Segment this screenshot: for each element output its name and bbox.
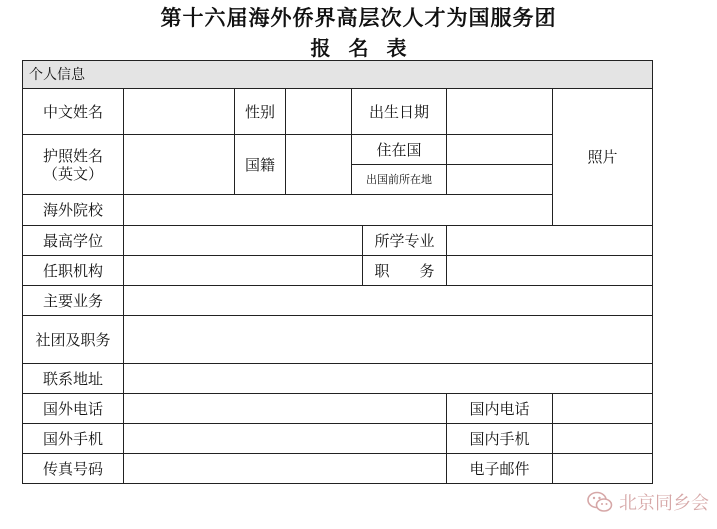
label-overseas-phone: 国外电话	[23, 394, 124, 424]
label-overseas-mobile: 国外手机	[23, 424, 124, 454]
label-passport-name-text: 护照姓名	[42, 146, 103, 165]
label-chinese-name: 中文姓名	[23, 89, 124, 135]
field-gender[interactable]	[286, 89, 352, 135]
field-domestic-phone[interactable]	[553, 394, 653, 424]
label-pre-abroad-location: 出国前所在地	[352, 165, 447, 195]
label-nationality: 国籍	[235, 135, 286, 195]
label-email: 电子邮件	[447, 454, 553, 484]
field-email[interactable]	[553, 454, 653, 484]
watermark	[587, 489, 709, 515]
label-residence-country: 住在国	[352, 135, 447, 165]
label-main-business: 主要业务	[23, 286, 124, 316]
label-domestic-phone: 国内电话	[447, 394, 553, 424]
label-position: 职 务	[363, 256, 447, 286]
field-employer[interactable]	[124, 256, 363, 286]
field-highest-degree[interactable]	[124, 226, 363, 256]
label-address: 联系地址	[23, 364, 124, 394]
form-subtitle: 报名表	[310, 36, 425, 60]
label-highest-degree: 最高学位	[23, 226, 124, 256]
section-personal-info: 个人信息	[23, 61, 653, 89]
field-associations[interactable]	[124, 316, 653, 364]
field-domestic-mobile[interactable]	[553, 424, 653, 454]
label-major: 所学专业	[363, 226, 447, 256]
label-associations: 社团及职务	[23, 316, 124, 364]
field-overseas-phone[interactable]	[124, 394, 447, 424]
field-nationality[interactable]	[286, 135, 352, 195]
label-domestic-mobile: 国内手机	[447, 424, 553, 454]
field-overseas-school[interactable]	[124, 195, 553, 226]
field-fax[interactable]	[124, 454, 447, 484]
field-main-business[interactable]	[124, 286, 653, 316]
label-overseas-school: 海外院校	[23, 195, 124, 226]
field-residence-country[interactable]	[447, 135, 553, 165]
field-overseas-mobile[interactable]	[124, 424, 447, 454]
field-address[interactable]	[124, 364, 653, 394]
field-pre-abroad-location[interactable]	[447, 165, 553, 195]
label-employer: 任职机构	[23, 256, 124, 286]
label-birth-date: 出生日期	[352, 89, 447, 135]
field-birth-date[interactable]	[447, 89, 553, 135]
watermark-text: 北京同乡会	[619, 493, 709, 514]
form-title: 第十六届海外侨界高层次人才为国服务团	[160, 6, 557, 30]
label-fax: 传真号码	[23, 454, 124, 484]
label-english-text: （英文）	[42, 164, 103, 183]
label-passport-name	[23, 135, 124, 195]
field-chinese-name[interactable]	[124, 89, 235, 135]
registration-form-table	[22, 60, 653, 484]
wechat-icon	[587, 491, 613, 513]
label-photo: 照片	[587, 148, 618, 166]
photo-cell[interactable]	[553, 89, 653, 226]
label-gender: 性别	[235, 89, 286, 135]
field-position[interactable]	[447, 256, 653, 286]
field-passport-name[interactable]	[124, 135, 235, 195]
field-major[interactable]	[447, 226, 653, 256]
